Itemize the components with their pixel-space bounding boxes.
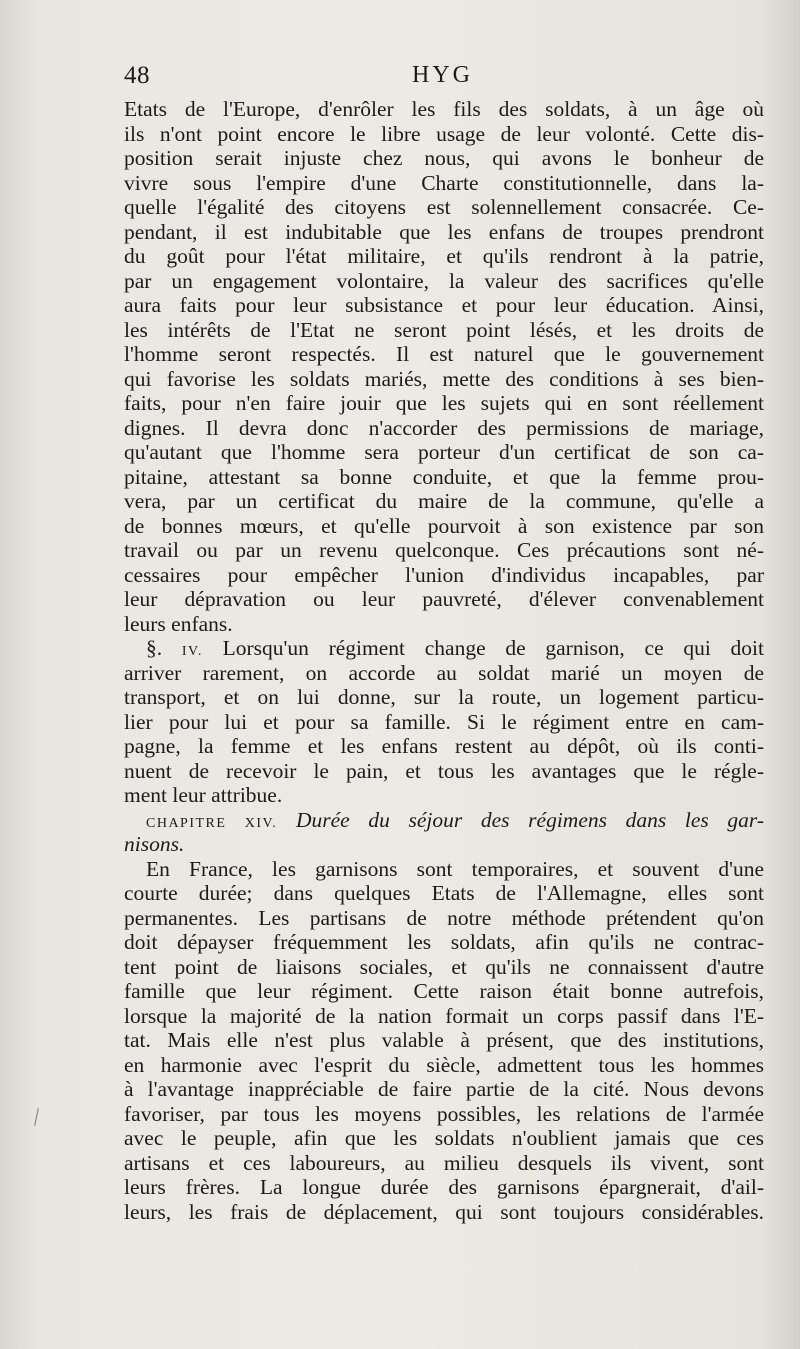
text-line: faits, pour n'en faire jouir que les sujets qui en sont réellement: [124, 391, 764, 415]
text-line: pagne, la femme et les enfans restent au dépôt, où ils conti-: [124, 734, 764, 758]
text-line: position serait injuste chez nous, qui avons le bonheur de: [124, 146, 764, 170]
text-line: aura faits pour leur subsistance et pour leur éducation. Ainsi,: [124, 293, 764, 317]
text-line: pitaine, attestant sa bonne conduite, et que la femme prou-: [124, 464, 764, 489]
text-line: en harmonie avec l'esprit du siècle, admettent tous les hommes: [124, 1052, 764, 1077]
section-number: IV.: [181, 644, 203, 659]
text-line: En France, les garnisons sont temporaires, et souvent d'une: [146, 856, 764, 881]
text-line: courte durée; dans quelques Etats de l'Allemagne, elles sont: [124, 881, 764, 905]
text-line: travail ou par un revenu quelconque. Ces précautions sont né-: [124, 538, 764, 562]
text-line: qu'autant que l'homme sera porteur d'un certificat de son ca-: [124, 440, 764, 464]
text-line: famille que leur régiment. Cette raison était bonne autrefois,: [124, 979, 764, 1003]
body-text: [124, 97, 764, 1224]
paragraph-2: [124, 636, 764, 808]
text-line: ment leur attribue.: [124, 783, 283, 807]
text-line: favoriser, par tous les moyens possibles, les relations de l'armée: [124, 1101, 764, 1126]
text-line: avec le peuple, afin que les soldats n'oublient jamais que ces: [124, 1126, 764, 1150]
chapter-title: Durée du séjour des régimens dans les gar-: [295, 807, 764, 832]
text-line: artisans et ces laboureurs, au milieu desquels ils vivent, sont: [124, 1150, 764, 1175]
text-line: leurs frères. La longue durée des garnisons épargnerait, d'ail-: [124, 1175, 764, 1199]
paragraph-1: [124, 97, 764, 636]
text-line: tat. Mais elle n'est plus valable à présent, que des institutions,: [124, 1028, 764, 1052]
chapter-heading: [124, 808, 764, 857]
page-header: [124, 62, 764, 96]
text-line: leurs enfans.: [124, 611, 233, 636]
margin-pencil-mark: [34, 1108, 39, 1126]
text-line: lier pour lui et pour sa famille. Si le régiment entre en cam-: [124, 709, 764, 734]
text-line: du goût pour l'état militaire, et qu'ils rendront à la patrie,: [124, 244, 764, 268]
text-line: doit dépayser fréquemment les soldats, afin qu'ils ne contrac-: [124, 930, 764, 954]
text-line: pendant, il est indubitable que les enfans de troupes prendront: [124, 219, 764, 244]
text-line: transport, et on lui donne, sur la route, un logement particu-: [124, 685, 764, 709]
page-number: 48: [124, 62, 150, 89]
chapter-title-line: [124, 808, 764, 833]
text-line: vivre sous l'empire d'une Charte constitutionnelle, dans la-: [124, 170, 764, 195]
text-line: arriver rarement, on accorde au soldat marié un moyen de: [124, 660, 764, 685]
text-line: leur dépravation ou leur pauvreté, d'élever convenablement: [124, 587, 764, 611]
chapter-label: CHAPITRE XIV.: [146, 815, 278, 831]
text-line: de bonnes mœurs, et qu'elle pourvoit à son existence par son: [124, 513, 764, 538]
text-line: quelle l'égalité des citoyens est solennellement consacrée. Ce-: [124, 195, 764, 219]
text-line: vera, par un certificat du maire de la commune, qu'elle a: [124, 489, 764, 513]
text-line: Etats de l'Europe, d'enrôler les fils des soldats, à un âge où: [124, 97, 764, 121]
text-line: permanentes. Les partisans de notre méthode prétendent qu'on: [124, 905, 764, 930]
running-head: HYG: [412, 62, 473, 88]
text-line: tent point de liaisons sociales, et qu'ils ne connaissent d'autre: [124, 954, 764, 979]
text-line: à l'avantage inappréciable de faire partie de la cité. Nous devons: [124, 1077, 764, 1101]
text-line: par un engagement volontaire, la valeur des sacrifices qu'elle: [124, 268, 764, 293]
paragraph-3: [124, 857, 764, 1225]
section-text: Lorsqu'un régiment change de garnison, ce qui doit: [222, 636, 764, 660]
text-line: cessaires pour empêcher l'union d'individus incapables, par: [124, 562, 764, 587]
chapter-title-continued: nisons.: [124, 832, 185, 856]
text-line: lorsque la majorité de la nation formait un corps passif dans l'E-: [124, 1003, 764, 1028]
text-line: nuent de recevoir le pain, et tous les avantages que le régle-: [124, 758, 764, 783]
section-first-line: [124, 636, 764, 661]
text-line: les intérêts de l'Etat ne seront point lésés, et les droits de: [124, 317, 764, 342]
section-mark: §.: [146, 636, 163, 660]
text-line: dignes. Il devra donc n'accorder des permissions de mariage,: [124, 415, 764, 440]
text-line: leurs, les frais de déplacement, qui sont toujours considérables.: [124, 1199, 764, 1224]
text-line: l'homme seront respectés. Il est naturel que le gouvernement: [124, 342, 764, 366]
text-line: ils n'ont point encore le libre usage de leur volonté. Cette dis-: [124, 121, 764, 146]
text-line: qui favorise les soldats mariés, mette des conditions à ses bien-: [124, 366, 764, 391]
